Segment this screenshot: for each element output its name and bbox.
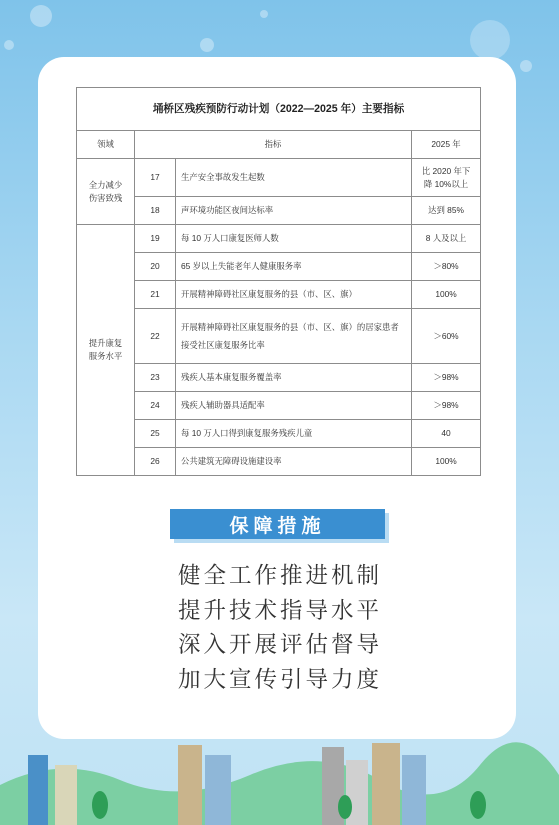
- indicators-table: [76, 87, 481, 476]
- row-target: 100%: [412, 448, 481, 476]
- row-target: ＞98%: [412, 364, 481, 392]
- header-indicator: 指标: [135, 131, 412, 159]
- row-target: ＞80%: [412, 253, 481, 281]
- decor-bubble: [30, 5, 52, 27]
- row-number: 26: [135, 448, 176, 476]
- building-shape: [178, 745, 202, 825]
- section-title: 保障措施: [229, 515, 326, 537]
- building-shape: [205, 755, 231, 825]
- building-shape: [28, 755, 48, 825]
- category-cell: [77, 159, 135, 225]
- table-title: 埇桥区残疾预防行动计划（2022—2025 年）主要指标: [77, 88, 481, 131]
- row-target: ＞98%: [412, 392, 481, 420]
- decor-bubble: [4, 40, 14, 50]
- row-number: 19: [135, 225, 176, 253]
- tree-shape: [470, 791, 486, 819]
- row-indicator: 残疾人辅助器具适配率: [176, 392, 412, 420]
- table-row: [77, 197, 481, 225]
- city-skyline-illustration: [0, 735, 559, 825]
- category-cell: [77, 225, 135, 476]
- table-row: [77, 448, 481, 476]
- measure-item: 加大宣传引导力度: [178, 666, 383, 692]
- row-number: 17: [135, 159, 176, 197]
- table-row: [77, 392, 481, 420]
- table-row: [77, 420, 481, 448]
- decor-bubble: [520, 60, 532, 72]
- row-indicator: 65 岁以上失能老年人健康服务率: [176, 253, 412, 281]
- measure-item: 提升技术指导水平: [178, 597, 383, 623]
- row-indicator: 每 10 万人口康复医师人数: [176, 225, 412, 253]
- table-header-row: [77, 131, 481, 159]
- row-number: 21: [135, 281, 176, 309]
- table-row: [77, 309, 481, 364]
- table-row: [77, 253, 481, 281]
- table-row: [77, 364, 481, 392]
- row-indicator: 开展精神障碍社区康复服务的县（市、区、旗）的居家患者接受社区康复服务比率: [176, 309, 412, 364]
- row-target: ＞60%: [412, 309, 481, 364]
- row-number: 20: [135, 253, 176, 281]
- decor-bubble: [200, 38, 214, 52]
- table-row: [77, 281, 481, 309]
- tree-shape: [338, 795, 352, 819]
- decor-bubble: [260, 10, 268, 18]
- measures-list: [178, 559, 398, 697]
- building-shape: [55, 765, 77, 825]
- table-title-row: [77, 88, 481, 131]
- row-number: 25: [135, 420, 176, 448]
- row-indicator: 公共建筑无障碍设施建设率: [176, 448, 412, 476]
- section-banner: [170, 509, 385, 539]
- row-indicator: 每 10 万人口得到康复服务残疾儿童: [176, 420, 412, 448]
- category-label: 提升康复 服务水平: [88, 338, 123, 361]
- row-target-text: 比 2020 年下 降 10%以上: [421, 165, 471, 189]
- row-number: 23: [135, 364, 176, 392]
- row-indicator: 声环境功能区夜间达标率: [176, 197, 412, 225]
- row-indicator: 生产安全事故发生起数: [176, 159, 412, 197]
- row-target: [412, 159, 481, 197]
- row-target: 达到 85%: [412, 197, 481, 225]
- row-target: 40: [412, 420, 481, 448]
- row-number: 22: [135, 309, 176, 364]
- row-number: 24: [135, 392, 176, 420]
- header-target: 2025 年: [412, 131, 481, 159]
- table-row: [77, 225, 481, 253]
- header-field: 领域: [77, 131, 135, 159]
- building-shape: [402, 755, 426, 825]
- measure-item: 健全工作推进机制: [178, 563, 383, 588]
- building-shape: [372, 743, 400, 825]
- row-number: 18: [135, 197, 176, 225]
- row-target: 100%: [412, 281, 481, 309]
- row-indicator: 残疾人基本康复服务覆盖率: [176, 364, 412, 392]
- row-target: 8 人及以上: [412, 225, 481, 253]
- measure-item: 深入开展评估督导: [178, 632, 383, 657]
- decor-bubble: [470, 20, 510, 60]
- table-row: [77, 159, 481, 197]
- row-indicator: 开展精神障碍社区康复服务的县（市、区、旗）: [176, 281, 412, 309]
- category-label: 全力减少 伤害致残: [88, 179, 123, 203]
- tree-shape: [92, 791, 108, 819]
